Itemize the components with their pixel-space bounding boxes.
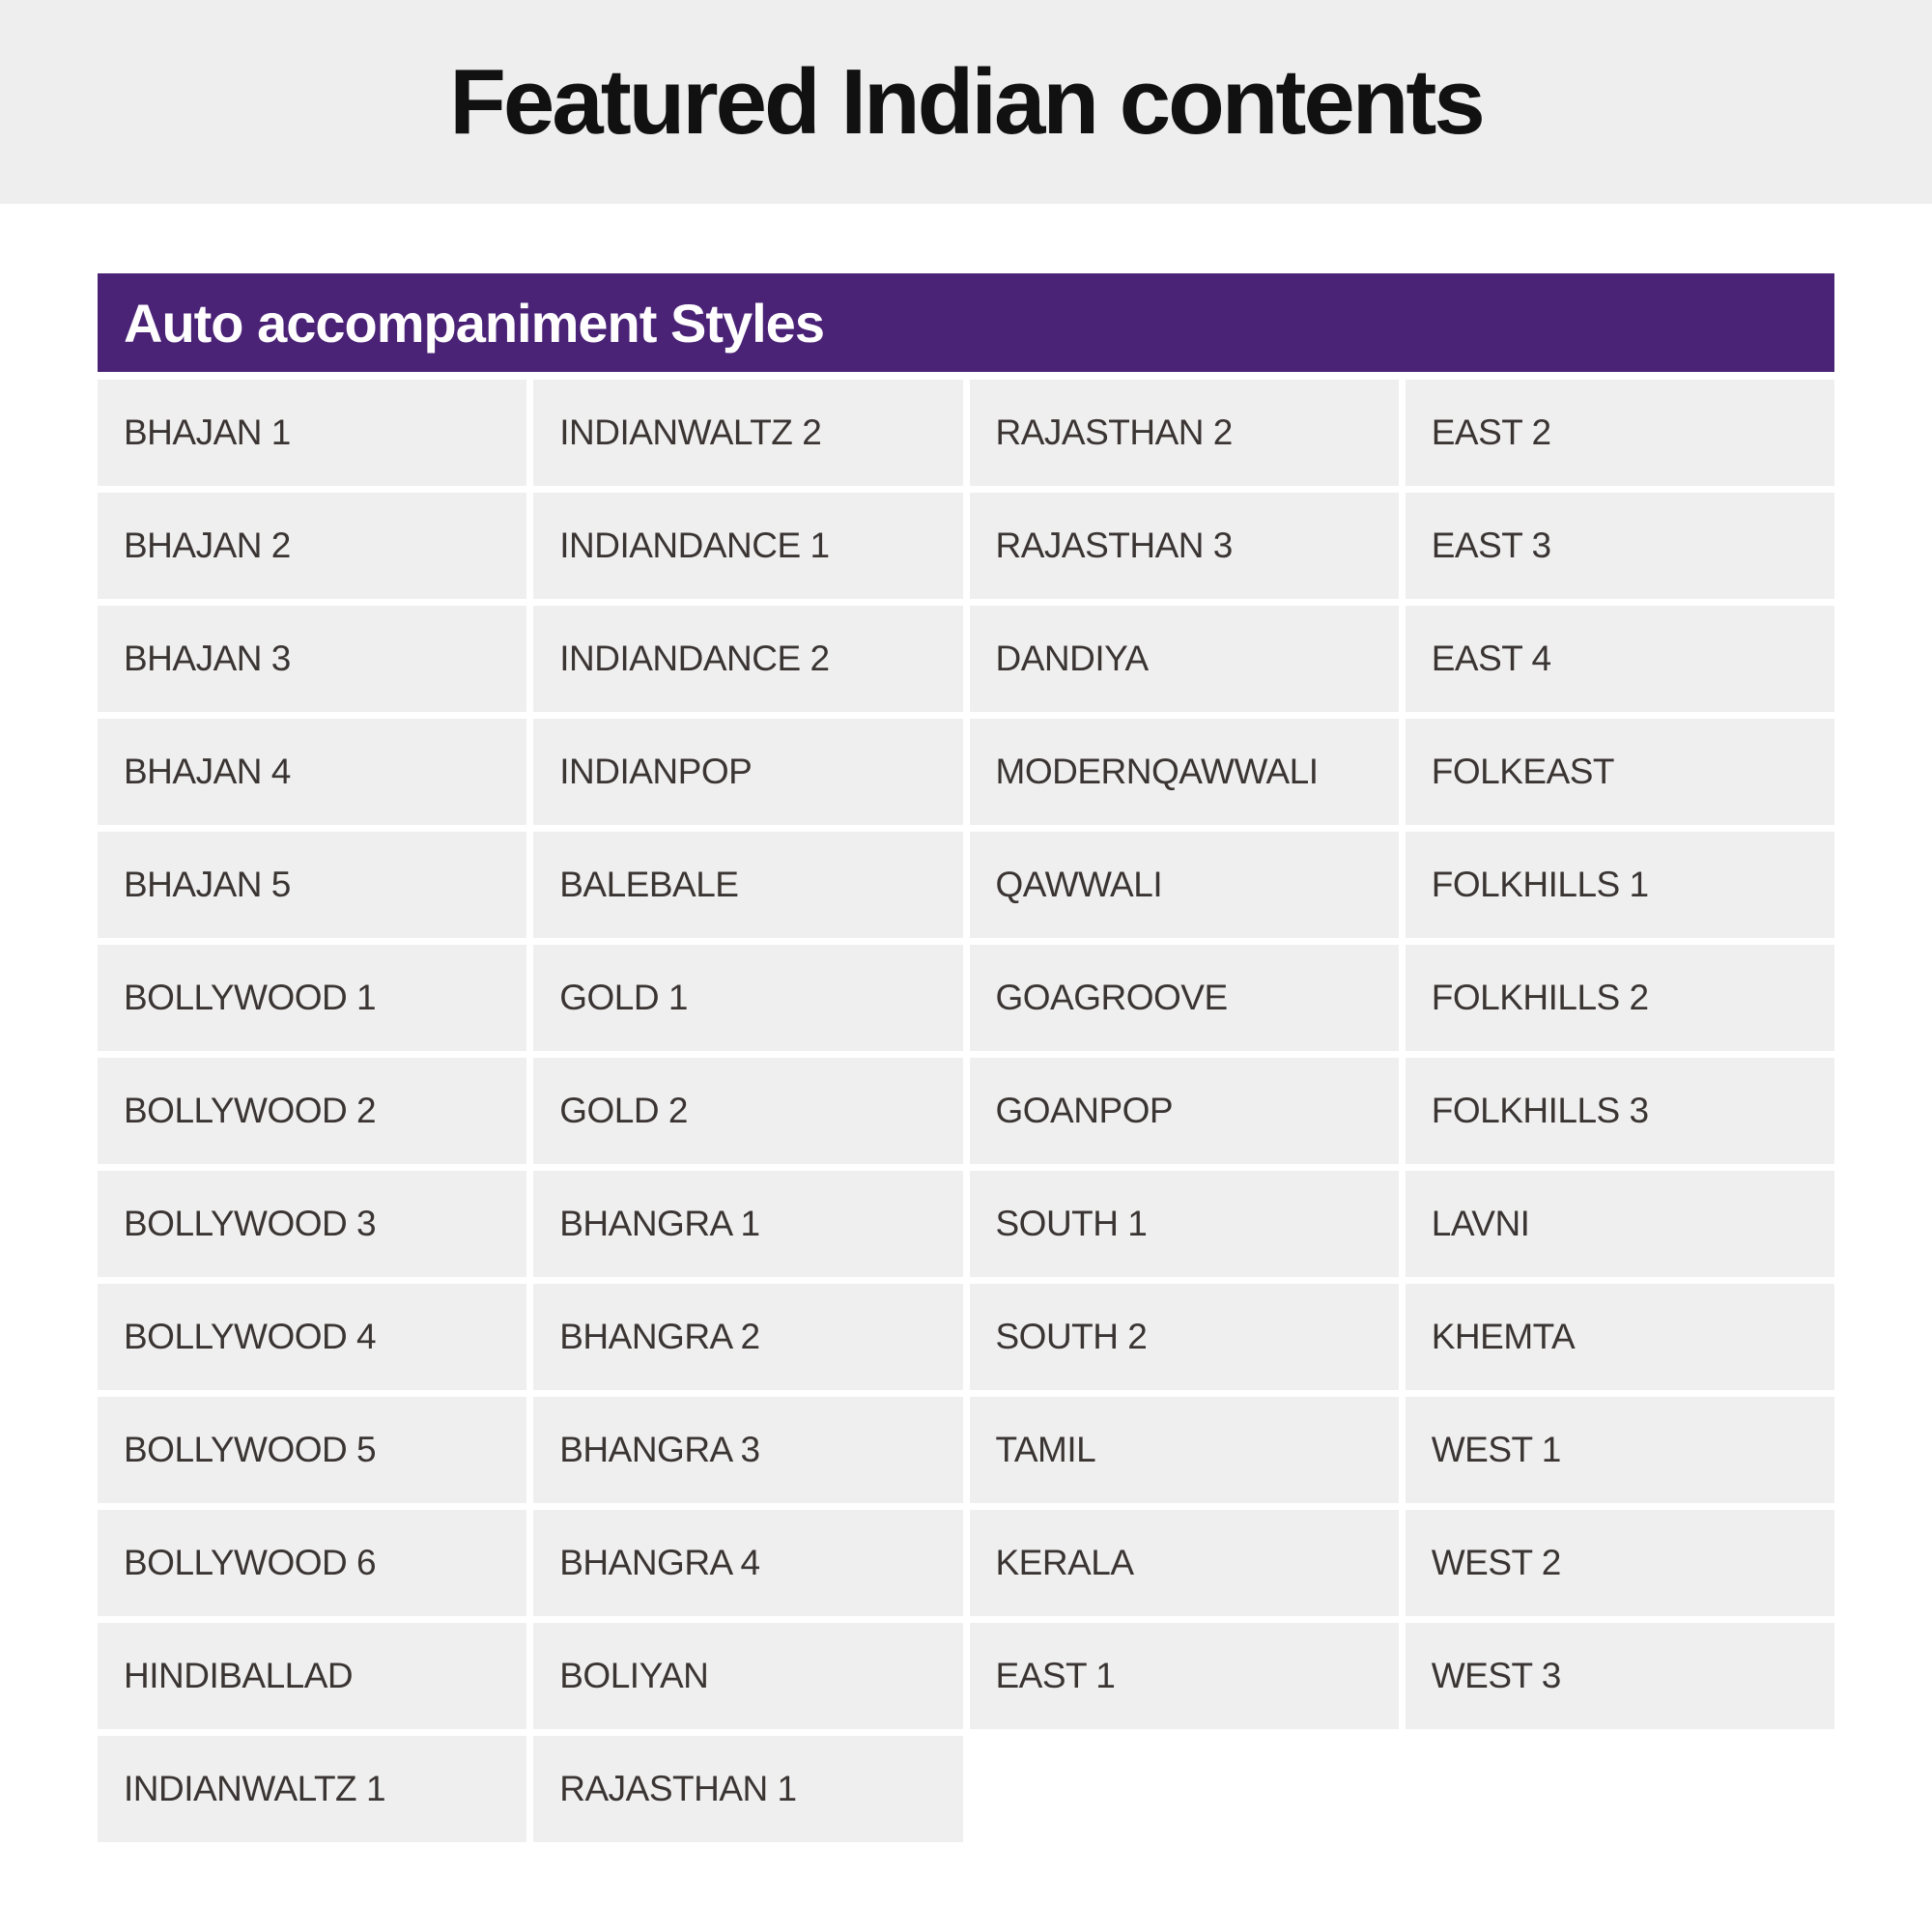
style-cell: WEST 1 xyxy=(1406,1397,1834,1503)
style-cell: WEST 2 xyxy=(1406,1510,1834,1616)
style-cell: DANDIYA xyxy=(970,606,1399,712)
style-cell: EAST 1 xyxy=(970,1623,1399,1729)
style-cell: BHAJAN 2 xyxy=(98,493,526,599)
style-cell: BOLLYWOOD 4 xyxy=(98,1284,526,1390)
style-cell: BOLLYWOOD 2 xyxy=(98,1058,526,1164)
style-cell: EAST 4 xyxy=(1406,606,1834,712)
page-header-band xyxy=(0,0,1932,204)
style-cell: QAWWALI xyxy=(970,832,1399,938)
style-cell: FOLKHILLS 3 xyxy=(1406,1058,1834,1164)
style-cell: BHAJAN 5 xyxy=(98,832,526,938)
styles-table xyxy=(98,273,1834,1842)
style-cell: INDIANWALTZ 2 xyxy=(533,380,962,486)
style-cell: INDIANDANCE 1 xyxy=(533,493,962,599)
style-cell: HINDIBALLAD xyxy=(98,1623,526,1729)
style-cell: BOLLYWOOD 6 xyxy=(98,1510,526,1616)
style-cell: BHAJAN 3 xyxy=(98,606,526,712)
style-cell: RAJASTHAN 2 xyxy=(970,380,1399,486)
style-cell: BALEBALE xyxy=(533,832,962,938)
style-cell: GOANPOP xyxy=(970,1058,1399,1164)
style-cell: KERALA xyxy=(970,1510,1399,1616)
style-cell: BHANGRA 1 xyxy=(533,1171,962,1277)
style-cell: LAVNI xyxy=(1406,1171,1834,1277)
table-header-label: Auto accompaniment Styles xyxy=(124,292,824,354)
style-cell: EAST 2 xyxy=(1406,380,1834,486)
style-cell: BHANGRA 4 xyxy=(533,1510,962,1616)
style-cell: BHAJAN 1 xyxy=(98,380,526,486)
style-cell: BHAJAN 4 xyxy=(98,719,526,825)
style-cell: INDIANDANCE 2 xyxy=(533,606,962,712)
style-cell: BOLLYWOOD 3 xyxy=(98,1171,526,1277)
style-cell: MODERNQAWWALI xyxy=(970,719,1399,825)
style-cell: EAST 3 xyxy=(1406,493,1834,599)
style-cell: FOLKEAST xyxy=(1406,719,1834,825)
style-cell: INDIANPOP xyxy=(533,719,962,825)
style-cell: GOLD 2 xyxy=(533,1058,962,1164)
style-cell: BHANGRA 3 xyxy=(533,1397,962,1503)
style-cell: FOLKHILLS 1 xyxy=(1406,832,1834,938)
style-cell: GOLD 1 xyxy=(533,945,962,1051)
page-title: Featured Indian contents xyxy=(449,49,1483,154)
style-cell: BOLLYWOOD 5 xyxy=(98,1397,526,1503)
style-cell: RAJASTHAN 1 xyxy=(533,1736,962,1842)
styles-grid xyxy=(98,380,1834,1842)
style-cell: BOLIYAN xyxy=(533,1623,962,1729)
style-cell: TAMIL xyxy=(970,1397,1399,1503)
style-cell: SOUTH 1 xyxy=(970,1171,1399,1277)
style-cell: RAJASTHAN 3 xyxy=(970,493,1399,599)
style-cell: SOUTH 2 xyxy=(970,1284,1399,1390)
style-cell: FOLKHILLS 2 xyxy=(1406,945,1834,1051)
style-cell: BHANGRA 2 xyxy=(533,1284,962,1390)
style-cell: KHEMTA xyxy=(1406,1284,1834,1390)
style-cell: WEST 3 xyxy=(1406,1623,1834,1729)
style-cell: BOLLYWOOD 1 xyxy=(98,945,526,1051)
style-cell: GOAGROOVE xyxy=(970,945,1399,1051)
style-cell: INDIANWALTZ 1 xyxy=(98,1736,526,1842)
table-header-bar xyxy=(98,273,1834,372)
